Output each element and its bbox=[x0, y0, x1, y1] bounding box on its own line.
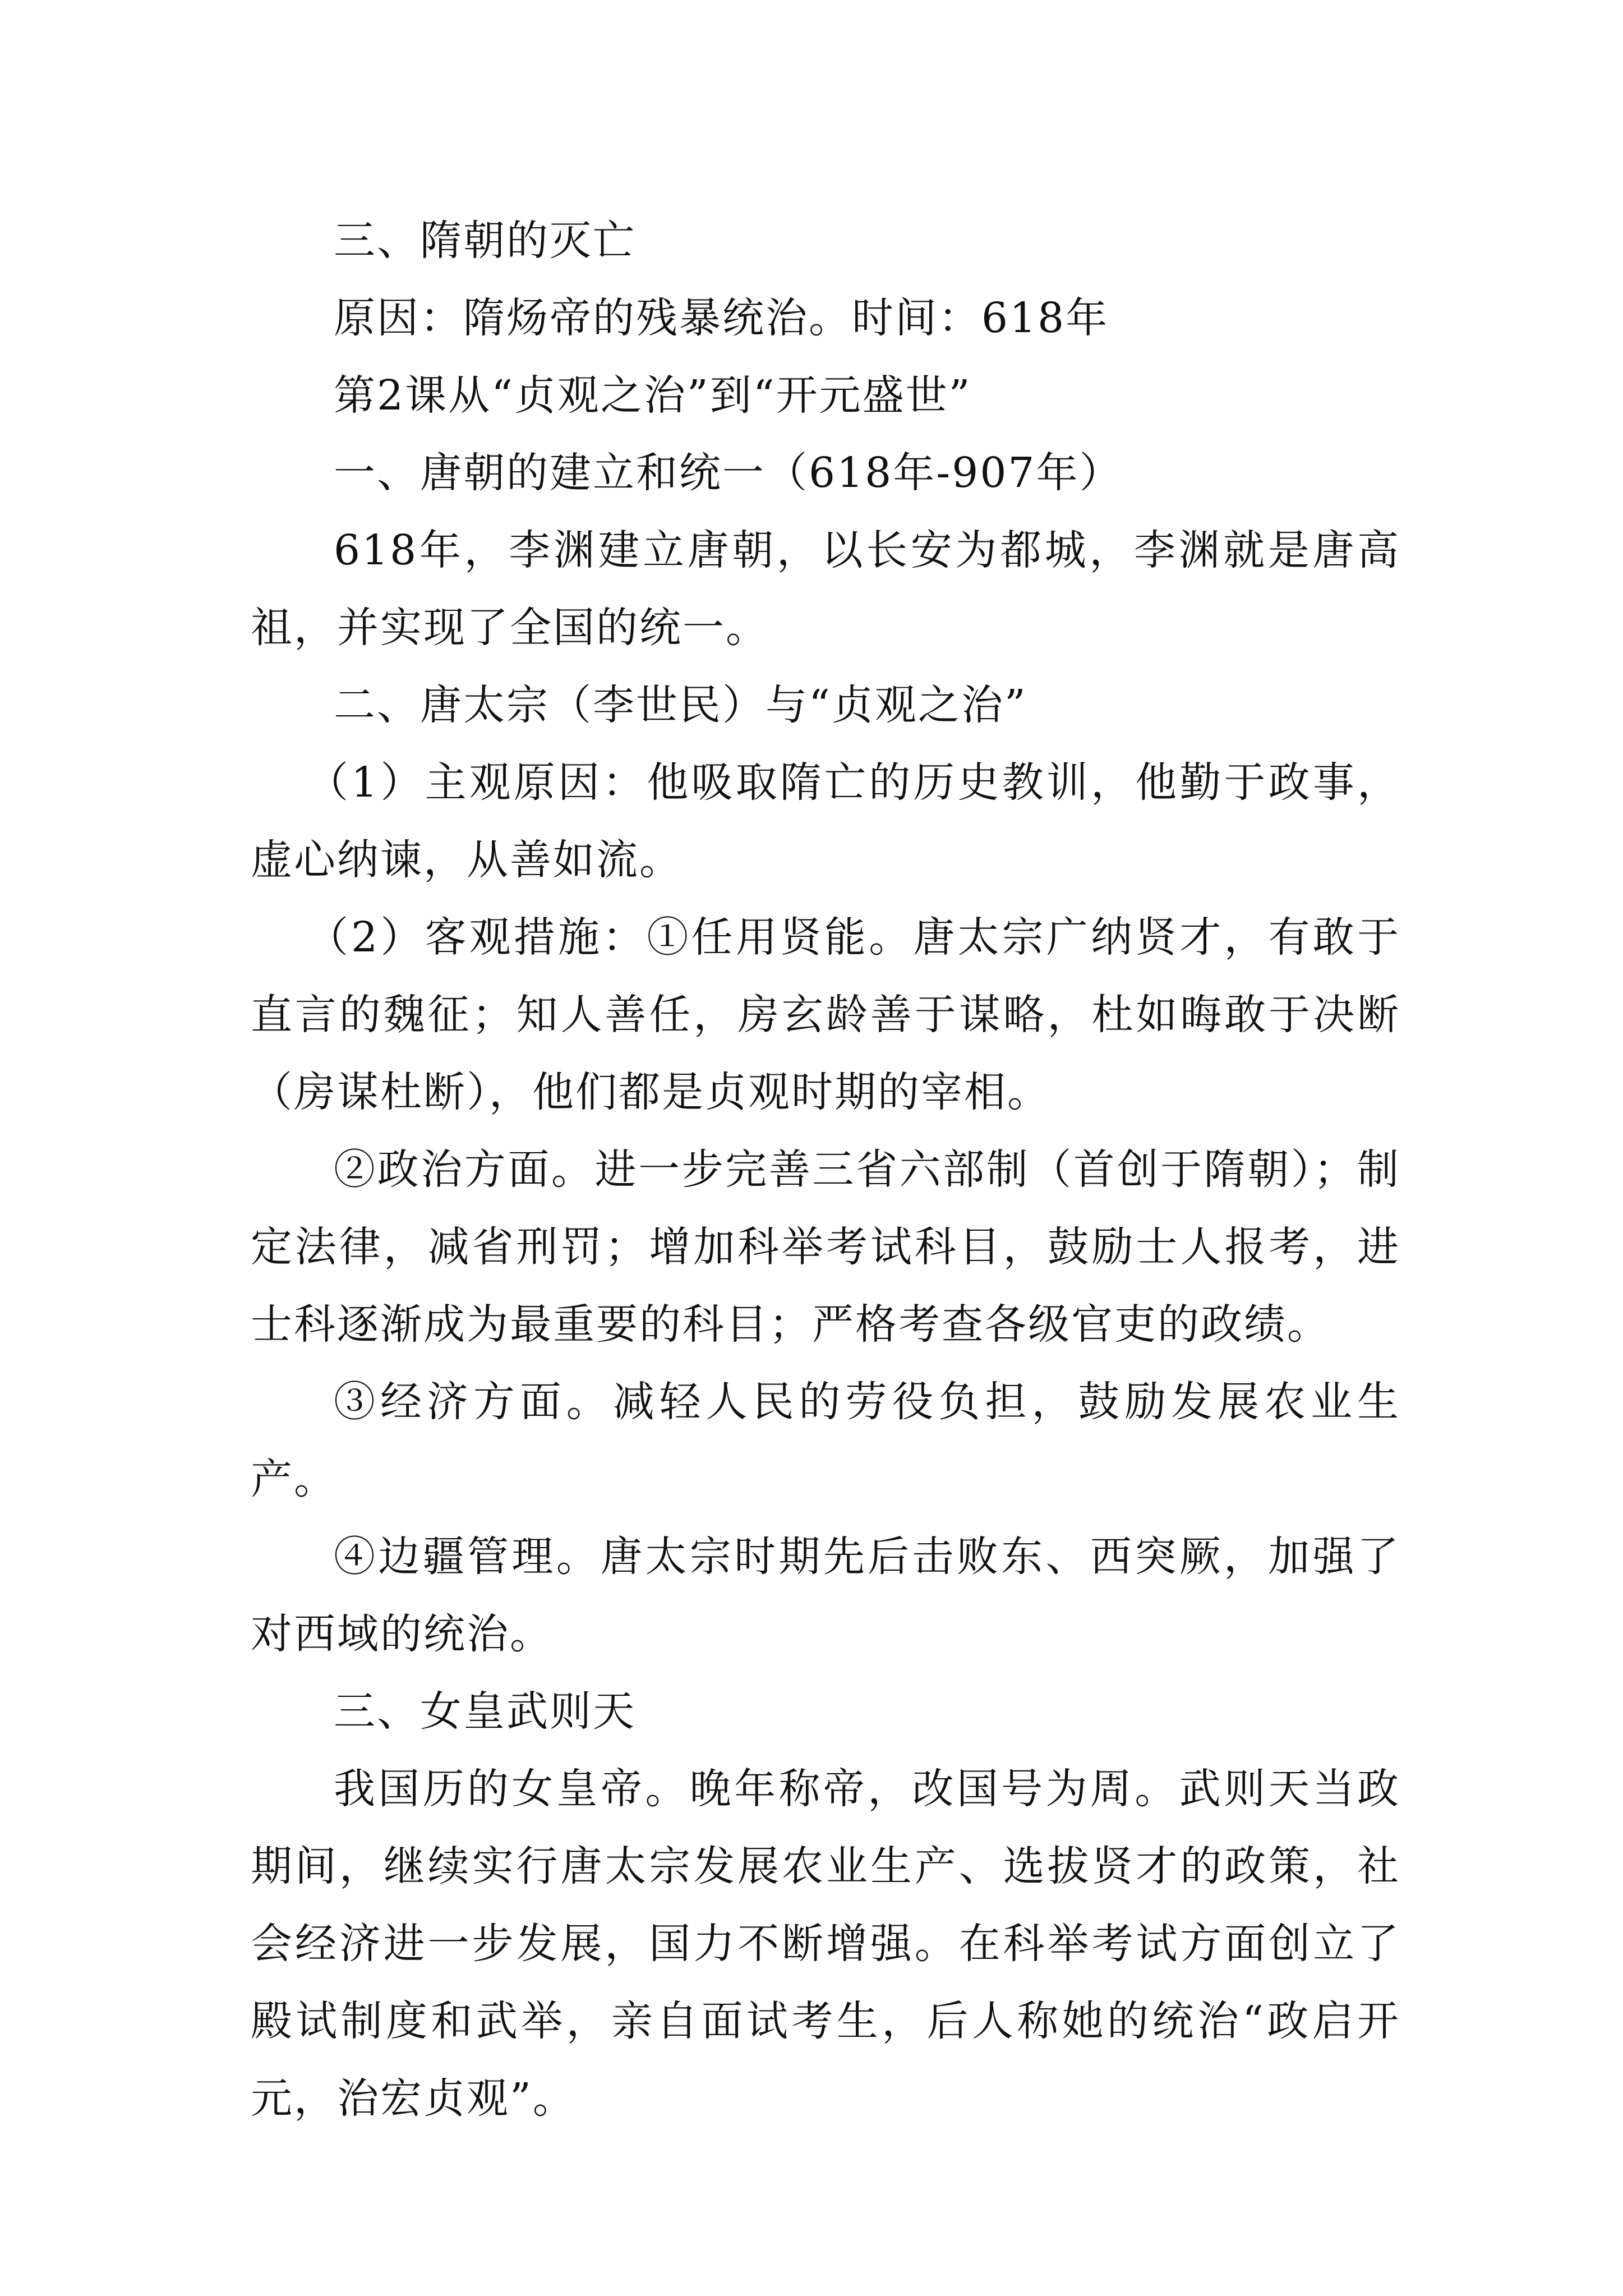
paragraph-subjective-cause: （1）主观原因：他吸取隋亡的历史教训，他勤于政事，虚心纳谏，从善如流。 bbox=[251, 758, 1400, 884]
lesson-title: 第2课从“贞观之治”到“开元盛世” bbox=[334, 371, 972, 420]
paragraph-frontier: ④边疆管理。唐太宗时期先后击败东、西突厥，加强了对西域的统治。 bbox=[251, 1533, 1400, 1658]
section-heading-taizong: 二、唐太宗（李世民）与“贞观之治” bbox=[334, 681, 1027, 729]
document-body bbox=[251, 202, 1400, 2137]
paragraph-li-yuan: 618年，李渊建立唐朝，以长安为都城，李渊就是唐高祖，并实现了全国的统一。 bbox=[251, 526, 1400, 652]
paragraph-wu-zetian: 我国历的女皇帝。晚年称帝，改国号为周。武则天当政期间，继续实行唐太宗发展农业生产、选拔贤才的政策，社会经济进一步发展，国力不断增强。在科举考试方面创立了殿试制度和武举，亲自面试考生，后人称她的统治“政启开元，治宏贞观”。 bbox=[251, 1765, 1400, 2123]
paragraph-economy: ③经济方面。减轻人民的劳役负担，鼓励发展农业生产。 bbox=[251, 1378, 1400, 1503]
section-heading-sui-fall: 三、隋朝的灭亡 bbox=[334, 217, 636, 265]
paragraph-cause-time: 原因：隋炀帝的残暴统治。时间：618年 bbox=[334, 294, 1109, 342]
paragraph-politics: ②政治方面。进一步完善三省六部制（首创于隋朝）；制定法律，减省刑罚；增加科举考试科目，鼓励士人报考，进士科逐渐成为最重要的科目；严格考查各级官吏的政绩。 bbox=[251, 1145, 1400, 1349]
section-heading-wu-zetian: 三、女皇武则天 bbox=[334, 1687, 636, 1736]
paragraph-objective-measures: （2）客观措施：①任用贤能。唐太宗广纳贤才，有敢于直言的魏征；知人善任，房玄龄善于谋略，杜如晦敢于决断（房谋杜断），他们都是贞观时期的宰相。 bbox=[251, 913, 1400, 1116]
section-heading-tang-founding: 一、唐朝的建立和统一（618年-907年） bbox=[334, 449, 1123, 497]
